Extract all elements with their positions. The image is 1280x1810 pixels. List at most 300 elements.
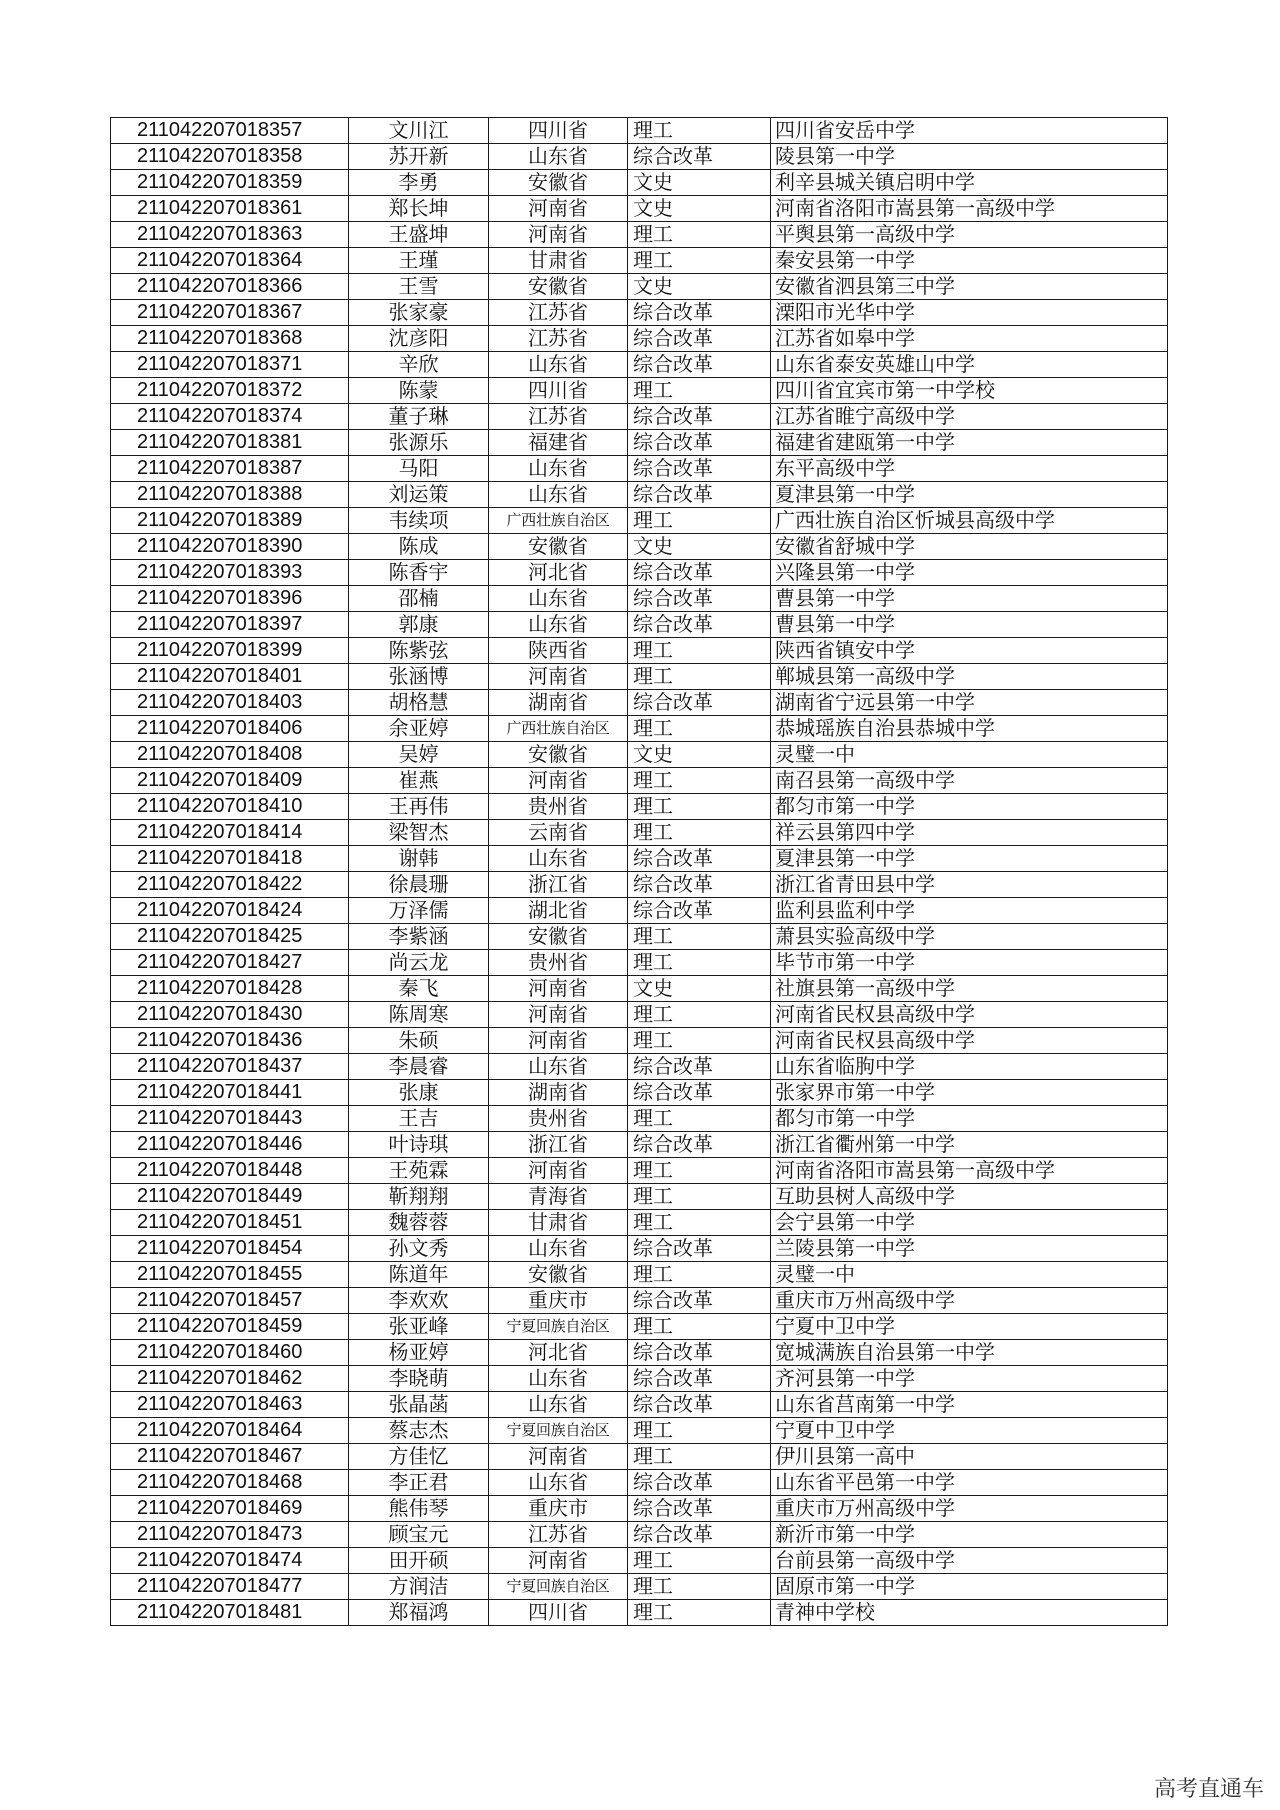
table-row [111, 1184, 1168, 1210]
exam-id-cell: 211042207018401 [111, 664, 349, 690]
province-cell: 山东省 [489, 1236, 628, 1262]
student-name-cell: 朱硕 [349, 1028, 489, 1054]
student-name-cell: 陈蒙 [349, 378, 489, 404]
table-row [111, 1132, 1168, 1158]
school-cell: 福建省建瓯第一中学 [771, 430, 1168, 456]
subject-type-cell: 理工 [628, 1184, 771, 1210]
province-cell: 江苏省 [489, 1522, 628, 1548]
student-name-cell: 辛欣 [349, 352, 489, 378]
table-row [111, 1054, 1168, 1080]
exam-id-cell: 211042207018357 [111, 118, 349, 144]
table-row [111, 1106, 1168, 1132]
exam-id-cell: 211042207018396 [111, 586, 349, 612]
school-cell: 会宁县第一中学 [771, 1210, 1168, 1236]
school-cell: 宁夏中卫中学 [771, 1314, 1168, 1340]
exam-id-cell: 211042207018467 [111, 1444, 349, 1470]
table-row [111, 222, 1168, 248]
school-cell: 南召县第一高级中学 [771, 768, 1168, 794]
exam-id-cell: 211042207018422 [111, 872, 349, 898]
school-cell: 监利县监利中学 [771, 898, 1168, 924]
province-cell: 河南省 [489, 1444, 628, 1470]
table-row [111, 924, 1168, 950]
table-row [111, 950, 1168, 976]
table-row [111, 1288, 1168, 1314]
student-name-cell: 王盛坤 [349, 222, 489, 248]
table-row [111, 560, 1168, 586]
subject-type-cell: 文史 [628, 534, 771, 560]
table-row [111, 1418, 1168, 1444]
table-row [111, 794, 1168, 820]
student-name-cell: 李紫涵 [349, 924, 489, 950]
province-cell: 宁夏回族自治区 [489, 1314, 628, 1340]
table-row [111, 742, 1168, 768]
subject-type-cell: 综合改革 [628, 612, 771, 638]
school-cell: 广西壮族自治区忻城县高级中学 [771, 508, 1168, 534]
school-cell: 山东省莒南第一中学 [771, 1392, 1168, 1418]
province-cell: 浙江省 [489, 1132, 628, 1158]
school-cell: 东平高级中学 [771, 456, 1168, 482]
exam-id-cell: 211042207018406 [111, 716, 349, 742]
school-cell: 台前县第一高级中学 [771, 1548, 1168, 1574]
province-cell: 山东省 [489, 1392, 628, 1418]
student-name-cell: 徐晨珊 [349, 872, 489, 898]
province-cell: 河南省 [489, 976, 628, 1002]
exam-id-cell: 211042207018424 [111, 898, 349, 924]
school-cell: 安徽省舒城中学 [771, 534, 1168, 560]
table-row [111, 768, 1168, 794]
exam-id-cell: 211042207018454 [111, 1236, 349, 1262]
table-row [111, 326, 1168, 352]
school-cell: 伊川县第一高中 [771, 1444, 1168, 1470]
subject-type-cell: 文史 [628, 274, 771, 300]
admission-list-table [110, 117, 1168, 1626]
subject-type-cell: 综合改革 [628, 300, 771, 326]
exam-id-cell: 211042207018399 [111, 638, 349, 664]
province-cell: 湖南省 [489, 1080, 628, 1106]
province-cell: 四川省 [489, 1600, 628, 1626]
province-cell: 河南省 [489, 1158, 628, 1184]
subject-type-cell: 理工 [628, 118, 771, 144]
province-cell: 四川省 [489, 378, 628, 404]
table-row [111, 170, 1168, 196]
table-row [111, 1210, 1168, 1236]
student-name-cell: 苏开新 [349, 144, 489, 170]
student-name-cell: 王苑霖 [349, 1158, 489, 1184]
province-cell: 安徽省 [489, 742, 628, 768]
student-name-cell: 胡格慧 [349, 690, 489, 716]
table-row [111, 1158, 1168, 1184]
subject-type-cell: 综合改革 [628, 1080, 771, 1106]
student-name-cell: 董子琳 [349, 404, 489, 430]
table-row [111, 1522, 1168, 1548]
province-cell: 重庆市 [489, 1496, 628, 1522]
exam-id-cell: 211042207018464 [111, 1418, 349, 1444]
province-cell: 江苏省 [489, 300, 628, 326]
school-cell: 江苏省睢宁高级中学 [771, 404, 1168, 430]
subject-type-cell: 综合改革 [628, 846, 771, 872]
student-name-cell: 陈香宇 [349, 560, 489, 586]
province-cell: 山东省 [489, 586, 628, 612]
province-cell: 山东省 [489, 144, 628, 170]
school-cell: 宽城满族自治县第一中学 [771, 1340, 1168, 1366]
school-cell: 河南省洛阳市嵩县第一高级中学 [771, 196, 1168, 222]
table-row [111, 1236, 1168, 1262]
student-name-cell: 郑长坤 [349, 196, 489, 222]
school-cell: 陕西省镇安中学 [771, 638, 1168, 664]
exam-id-cell: 211042207018359 [111, 170, 349, 196]
province-cell: 山东省 [489, 456, 628, 482]
province-cell: 安徽省 [489, 170, 628, 196]
student-name-cell: 王瑾 [349, 248, 489, 274]
exam-id-cell: 211042207018481 [111, 1600, 349, 1626]
province-cell: 湖北省 [489, 898, 628, 924]
exam-id-cell: 211042207018389 [111, 508, 349, 534]
province-cell: 河南省 [489, 768, 628, 794]
table-row [111, 976, 1168, 1002]
student-name-cell: 叶诗琪 [349, 1132, 489, 1158]
province-cell: 贵州省 [489, 1106, 628, 1132]
exam-id-cell: 211042207018368 [111, 326, 349, 352]
student-name-cell: 靳翔翔 [349, 1184, 489, 1210]
table-row [111, 274, 1168, 300]
subject-type-cell: 理工 [628, 1158, 771, 1184]
table-row [111, 586, 1168, 612]
province-cell: 云南省 [489, 820, 628, 846]
subject-type-cell: 理工 [628, 378, 771, 404]
exam-id-cell: 211042207018372 [111, 378, 349, 404]
province-cell: 甘肃省 [489, 248, 628, 274]
student-name-cell: 万泽儒 [349, 898, 489, 924]
student-name-cell: 顾宝元 [349, 1522, 489, 1548]
school-cell: 固原市第一中学 [771, 1574, 1168, 1600]
school-cell: 毕节市第一中学 [771, 950, 1168, 976]
student-name-cell: 余亚婷 [349, 716, 489, 742]
student-name-cell: 陈周寒 [349, 1002, 489, 1028]
table-row [111, 1002, 1168, 1028]
subject-type-cell: 理工 [628, 1314, 771, 1340]
province-cell: 河南省 [489, 1548, 628, 1574]
table-row [111, 196, 1168, 222]
province-cell: 河南省 [489, 1002, 628, 1028]
province-cell: 安徽省 [489, 534, 628, 560]
student-name-cell: 崔燕 [349, 768, 489, 794]
school-cell: 萧县实验高级中学 [771, 924, 1168, 950]
student-name-cell: 马阳 [349, 456, 489, 482]
student-name-cell: 李正君 [349, 1470, 489, 1496]
exam-id-cell: 211042207018367 [111, 300, 349, 326]
student-name-cell: 陈成 [349, 534, 489, 560]
province-cell: 福建省 [489, 430, 628, 456]
exam-id-cell: 211042207018366 [111, 274, 349, 300]
province-cell: 河南省 [489, 664, 628, 690]
subject-type-cell: 文史 [628, 976, 771, 1002]
school-cell: 江苏省如皋中学 [771, 326, 1168, 352]
table-row [111, 1548, 1168, 1574]
table-row [111, 1314, 1168, 1340]
subject-type-cell: 理工 [628, 1574, 771, 1600]
exam-id-cell: 211042207018414 [111, 820, 349, 846]
table-row [111, 482, 1168, 508]
school-cell: 安徽省泗县第三中学 [771, 274, 1168, 300]
exam-id-cell: 211042207018361 [111, 196, 349, 222]
subject-type-cell: 综合改革 [628, 872, 771, 898]
exam-id-cell: 211042207018477 [111, 1574, 349, 1600]
school-cell: 都匀市第一中学 [771, 794, 1168, 820]
exam-id-cell: 211042207018374 [111, 404, 349, 430]
exam-id-cell: 211042207018448 [111, 1158, 349, 1184]
student-name-cell: 张晶菡 [349, 1392, 489, 1418]
table-row [111, 638, 1168, 664]
subject-type-cell: 理工 [628, 508, 771, 534]
school-cell: 夏津县第一中学 [771, 482, 1168, 508]
subject-type-cell: 综合改革 [628, 144, 771, 170]
table-body [111, 118, 1168, 1626]
student-name-cell: 田开硕 [349, 1548, 489, 1574]
school-cell: 张家界市第一中学 [771, 1080, 1168, 1106]
exam-id-cell: 211042207018449 [111, 1184, 349, 1210]
table-row [111, 1080, 1168, 1106]
school-cell: 重庆市万州高级中学 [771, 1496, 1168, 1522]
subject-type-cell: 综合改革 [628, 430, 771, 456]
school-cell: 山东省泰安英雄山中学 [771, 352, 1168, 378]
province-cell: 浙江省 [489, 872, 628, 898]
exam-id-cell: 211042207018408 [111, 742, 349, 768]
table-row [111, 1496, 1168, 1522]
table-row [111, 378, 1168, 404]
subject-type-cell: 综合改革 [628, 1236, 771, 1262]
exam-id-cell: 211042207018410 [111, 794, 349, 820]
exam-id-cell: 211042207018418 [111, 846, 349, 872]
province-cell: 江苏省 [489, 326, 628, 352]
student-name-cell: 张亚峰 [349, 1314, 489, 1340]
school-cell: 浙江省衢州第一中学 [771, 1132, 1168, 1158]
school-cell: 重庆市万州高级中学 [771, 1288, 1168, 1314]
province-cell: 甘肃省 [489, 1210, 628, 1236]
student-name-cell: 李晓萌 [349, 1366, 489, 1392]
student-name-cell: 孙文秀 [349, 1236, 489, 1262]
table-row [111, 430, 1168, 456]
school-cell: 齐河县第一中学 [771, 1366, 1168, 1392]
school-cell: 湖南省宁远县第一中学 [771, 690, 1168, 716]
province-cell: 河南省 [489, 222, 628, 248]
province-cell: 河北省 [489, 1340, 628, 1366]
subject-type-cell: 综合改革 [628, 456, 771, 482]
exam-id-cell: 211042207018469 [111, 1496, 349, 1522]
school-cell: 互助县树人高级中学 [771, 1184, 1168, 1210]
province-cell: 青海省 [489, 1184, 628, 1210]
school-cell: 社旗县第一高级中学 [771, 976, 1168, 1002]
exam-id-cell: 211042207018363 [111, 222, 349, 248]
watermark-text: 高考直通车 [1153, 1777, 1264, 1802]
exam-id-cell: 211042207018393 [111, 560, 349, 586]
subject-type-cell: 综合改革 [628, 1132, 771, 1158]
school-cell: 河南省民权县高级中学 [771, 1002, 1168, 1028]
table-row [111, 508, 1168, 534]
subject-type-cell: 综合改革 [628, 560, 771, 586]
student-name-cell: 王吉 [349, 1106, 489, 1132]
subject-type-cell: 综合改革 [628, 352, 771, 378]
student-name-cell: 梁智杰 [349, 820, 489, 846]
subject-type-cell: 理工 [628, 924, 771, 950]
table-row [111, 352, 1168, 378]
student-name-cell: 李欢欢 [349, 1288, 489, 1314]
subject-type-cell: 综合改革 [628, 1288, 771, 1314]
province-cell: 贵州省 [489, 794, 628, 820]
table-row [111, 144, 1168, 170]
subject-type-cell: 文史 [628, 170, 771, 196]
subject-type-cell: 理工 [628, 768, 771, 794]
school-cell: 祥云县第四中学 [771, 820, 1168, 846]
table-row [111, 716, 1168, 742]
province-cell: 山东省 [489, 352, 628, 378]
table-row [111, 1262, 1168, 1288]
exam-id-cell: 211042207018371 [111, 352, 349, 378]
student-name-cell: 张源乐 [349, 430, 489, 456]
exam-id-cell: 211042207018409 [111, 768, 349, 794]
exam-id-cell: 211042207018387 [111, 456, 349, 482]
subject-type-cell: 综合改革 [628, 586, 771, 612]
exam-id-cell: 211042207018388 [111, 482, 349, 508]
subject-type-cell: 文史 [628, 742, 771, 768]
exam-id-cell: 211042207018436 [111, 1028, 349, 1054]
table-row [111, 820, 1168, 846]
exam-id-cell: 211042207018428 [111, 976, 349, 1002]
school-cell: 都匀市第一中学 [771, 1106, 1168, 1132]
subject-type-cell: 综合改革 [628, 1366, 771, 1392]
province-cell: 山东省 [489, 1366, 628, 1392]
school-cell: 曹县第一中学 [771, 612, 1168, 638]
student-name-cell: 李晨睿 [349, 1054, 489, 1080]
school-cell: 平舆县第一高级中学 [771, 222, 1168, 248]
exam-id-cell: 211042207018455 [111, 1262, 349, 1288]
subject-type-cell: 理工 [628, 1262, 771, 1288]
exam-id-cell: 211042207018462 [111, 1366, 349, 1392]
subject-type-cell: 理工 [628, 716, 771, 742]
student-name-cell: 邵楠 [349, 586, 489, 612]
subject-type-cell: 综合改革 [628, 1496, 771, 1522]
province-cell: 宁夏回族自治区 [489, 1418, 628, 1444]
subject-type-cell: 理工 [628, 1600, 771, 1626]
subject-type-cell: 综合改革 [628, 690, 771, 716]
student-name-cell: 沈彦阳 [349, 326, 489, 352]
exam-id-cell: 211042207018460 [111, 1340, 349, 1366]
student-name-cell: 吴婷 [349, 742, 489, 768]
student-name-cell: 熊伟琴 [349, 1496, 489, 1522]
subject-type-cell: 理工 [628, 1002, 771, 1028]
student-name-cell: 尚云龙 [349, 950, 489, 976]
province-cell: 河南省 [489, 196, 628, 222]
school-cell: 青神中学校 [771, 1600, 1168, 1626]
student-name-cell: 秦飞 [349, 976, 489, 1002]
student-name-cell: 韦续项 [349, 508, 489, 534]
province-cell: 重庆市 [489, 1288, 628, 1314]
exam-id-cell: 211042207018441 [111, 1080, 349, 1106]
student-name-cell: 方润洁 [349, 1574, 489, 1600]
subject-type-cell: 综合改革 [628, 1522, 771, 1548]
table-row [111, 1574, 1168, 1600]
province-cell: 安徽省 [489, 924, 628, 950]
student-name-cell: 李勇 [349, 170, 489, 196]
subject-type-cell: 综合改革 [628, 404, 771, 430]
province-cell: 安徽省 [489, 1262, 628, 1288]
school-cell: 秦安县第一中学 [771, 248, 1168, 274]
subject-type-cell: 综合改革 [628, 482, 771, 508]
student-name-cell: 方佳忆 [349, 1444, 489, 1470]
table-row [111, 872, 1168, 898]
student-name-cell: 文川江 [349, 118, 489, 144]
province-cell: 山东省 [489, 1054, 628, 1080]
school-cell: 新沂市第一中学 [771, 1522, 1168, 1548]
province-cell: 山东省 [489, 612, 628, 638]
subject-type-cell: 综合改革 [628, 326, 771, 352]
student-name-cell: 王雪 [349, 274, 489, 300]
exam-id-cell: 211042207018427 [111, 950, 349, 976]
student-name-cell: 张涵博 [349, 664, 489, 690]
province-cell: 江苏省 [489, 404, 628, 430]
student-name-cell: 郭康 [349, 612, 489, 638]
exam-id-cell: 211042207018451 [111, 1210, 349, 1236]
exam-id-cell: 211042207018358 [111, 144, 349, 170]
province-cell: 宁夏回族自治区 [489, 1574, 628, 1600]
student-name-cell: 谢韩 [349, 846, 489, 872]
school-cell: 曹县第一中学 [771, 586, 1168, 612]
subject-type-cell: 理工 [628, 794, 771, 820]
table-row [111, 664, 1168, 690]
table-row [111, 1028, 1168, 1054]
province-cell: 安徽省 [489, 274, 628, 300]
subject-type-cell: 理工 [628, 638, 771, 664]
table-row [111, 1470, 1168, 1496]
subject-type-cell: 理工 [628, 1210, 771, 1236]
table-row [111, 404, 1168, 430]
student-name-cell: 陈紫弦 [349, 638, 489, 664]
exam-id-cell: 211042207018430 [111, 1002, 349, 1028]
table-row [111, 690, 1168, 716]
province-cell: 陕西省 [489, 638, 628, 664]
subject-type-cell: 综合改革 [628, 1340, 771, 1366]
subject-type-cell: 综合改革 [628, 1392, 771, 1418]
school-cell: 灵璧一中 [771, 1262, 1168, 1288]
subject-type-cell: 理工 [628, 1548, 771, 1574]
school-cell: 夏津县第一中学 [771, 846, 1168, 872]
subject-type-cell: 综合改革 [628, 1470, 771, 1496]
student-name-cell: 陈道年 [349, 1262, 489, 1288]
province-cell: 山东省 [489, 482, 628, 508]
subject-type-cell: 理工 [628, 1106, 771, 1132]
student-name-cell: 张康 [349, 1080, 489, 1106]
student-name-cell: 张家豪 [349, 300, 489, 326]
table-row [111, 846, 1168, 872]
subject-type-cell: 理工 [628, 950, 771, 976]
school-cell: 四川省安岳中学 [771, 118, 1168, 144]
school-cell: 宁夏中卫中学 [771, 1418, 1168, 1444]
subject-type-cell: 理工 [628, 1418, 771, 1444]
student-name-cell: 蔡志杰 [349, 1418, 489, 1444]
province-cell: 湖南省 [489, 690, 628, 716]
subject-type-cell: 理工 [628, 1444, 771, 1470]
exam-id-cell: 211042207018468 [111, 1470, 349, 1496]
table-row [111, 612, 1168, 638]
province-cell: 河北省 [489, 560, 628, 586]
exam-id-cell: 211042207018463 [111, 1392, 349, 1418]
subject-type-cell: 理工 [628, 1028, 771, 1054]
province-cell: 贵州省 [489, 950, 628, 976]
school-cell: 河南省民权县高级中学 [771, 1028, 1168, 1054]
province-cell: 山东省 [489, 846, 628, 872]
school-cell: 利辛县城关镇启明中学 [771, 170, 1168, 196]
exam-id-cell: 211042207018364 [111, 248, 349, 274]
table-row [111, 898, 1168, 924]
